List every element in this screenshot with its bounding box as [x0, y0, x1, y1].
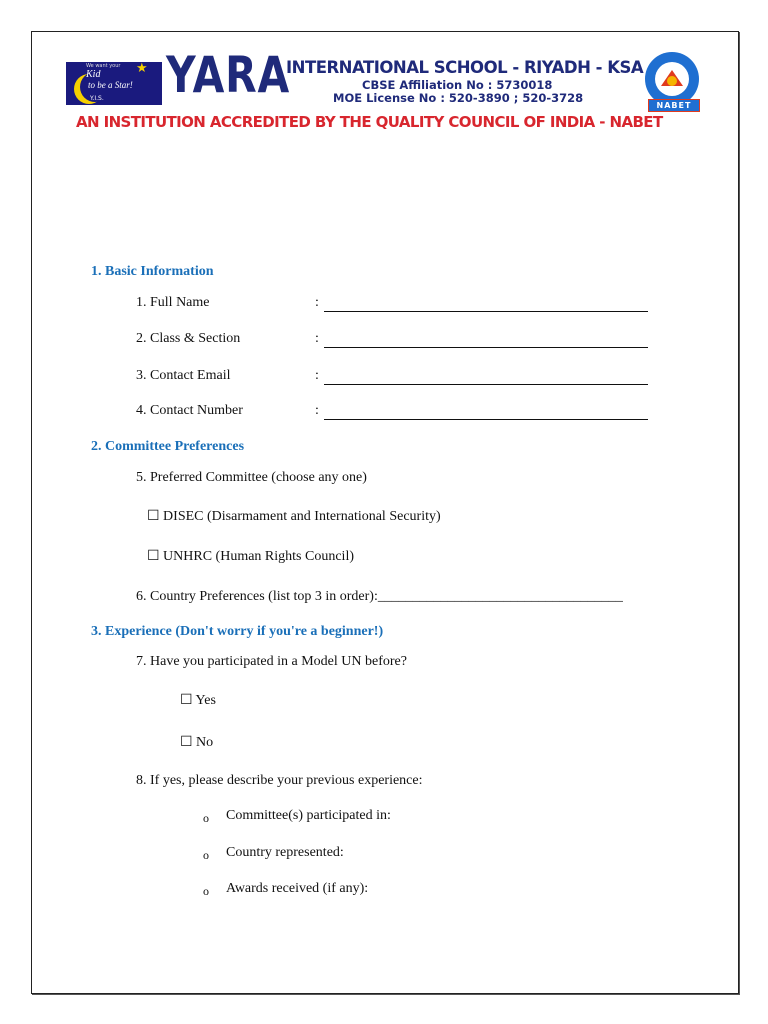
- question-describe-experience: 8. If yes, please describe your previous experience:: [136, 773, 423, 788]
- bullet-icon: o: [203, 884, 209, 898]
- field-full-name-label: 1. Full Name: [136, 295, 210, 310]
- section-experience-title: 3. Experience (Don't worry if you're a beginner!): [91, 624, 384, 639]
- cbse-affiliation: CBSE Affiliation No : 5730018: [362, 78, 553, 92]
- checkbox-yes[interactable]: ☐ Yes: [180, 693, 216, 708]
- logo-tagline: We want your: [86, 63, 121, 69]
- checkbox-no[interactable]: ☐ No: [180, 735, 214, 750]
- contact-number-blank[interactable]: [324, 405, 648, 420]
- star-icon: ★: [136, 62, 148, 75]
- contact-email-blank[interactable]: [324, 370, 648, 385]
- question-country-preferences[interactable]: 6. Country Preferences (list top 3 in order):___________________________________: [136, 589, 623, 604]
- logo-star-line: to be a Star!: [88, 80, 133, 90]
- field-class-section-label: 2. Class & Section: [136, 331, 241, 346]
- class-section-blank[interactable]: [324, 333, 648, 348]
- field-separator: :: [315, 295, 319, 310]
- logo-initials: Y.I.S.: [90, 95, 104, 102]
- sub-country-represented: Country represented:: [226, 845, 344, 860]
- sub-awards-received: Awards received (if any):: [226, 881, 369, 896]
- field-contact-email-label: 3. Contact Email: [136, 368, 231, 383]
- field-separator: :: [315, 368, 319, 383]
- checkbox-disec[interactable]: ☐ DISEC (Disarmament and International Security): [147, 509, 441, 524]
- section-committee-title: 2. Committee Preferences: [91, 439, 245, 454]
- brand-name: YARA: [166, 46, 291, 104]
- checkbox-unhrc[interactable]: ☐ UNHRC (Human Rights Council): [147, 549, 354, 564]
- school-logo: [66, 62, 162, 105]
- bullet-icon: o: [203, 848, 209, 862]
- field-separator: :: [315, 403, 319, 418]
- logo-kid: Kid: [86, 69, 101, 80]
- school-name: INTERNATIONAL SCHOOL - RIYADH - KSA: [286, 58, 644, 77]
- field-separator: :: [315, 331, 319, 346]
- question-participated-before: 7. Have you participated in a Model UN before?: [136, 654, 407, 669]
- bullet-icon: o: [203, 811, 209, 825]
- field-contact-number-label: 4. Contact Number: [136, 403, 243, 418]
- section-basic-title: 1. Basic Information: [91, 264, 214, 279]
- question-preferred-committee: 5. Preferred Committee (choose any one): [136, 470, 367, 485]
- sub-committees-participated: Committee(s) participated in:: [226, 808, 391, 823]
- moe-license: MOE License No : 520-3890 ; 520-3728: [333, 91, 584, 105]
- accreditation-line: AN INSTITUTION ACCREDITED BY THE QUALITY COUNCIL OF INDIA - NABET: [76, 113, 663, 131]
- nabet-label: NABET: [648, 99, 700, 112]
- full-name-blank[interactable]: [324, 297, 648, 312]
